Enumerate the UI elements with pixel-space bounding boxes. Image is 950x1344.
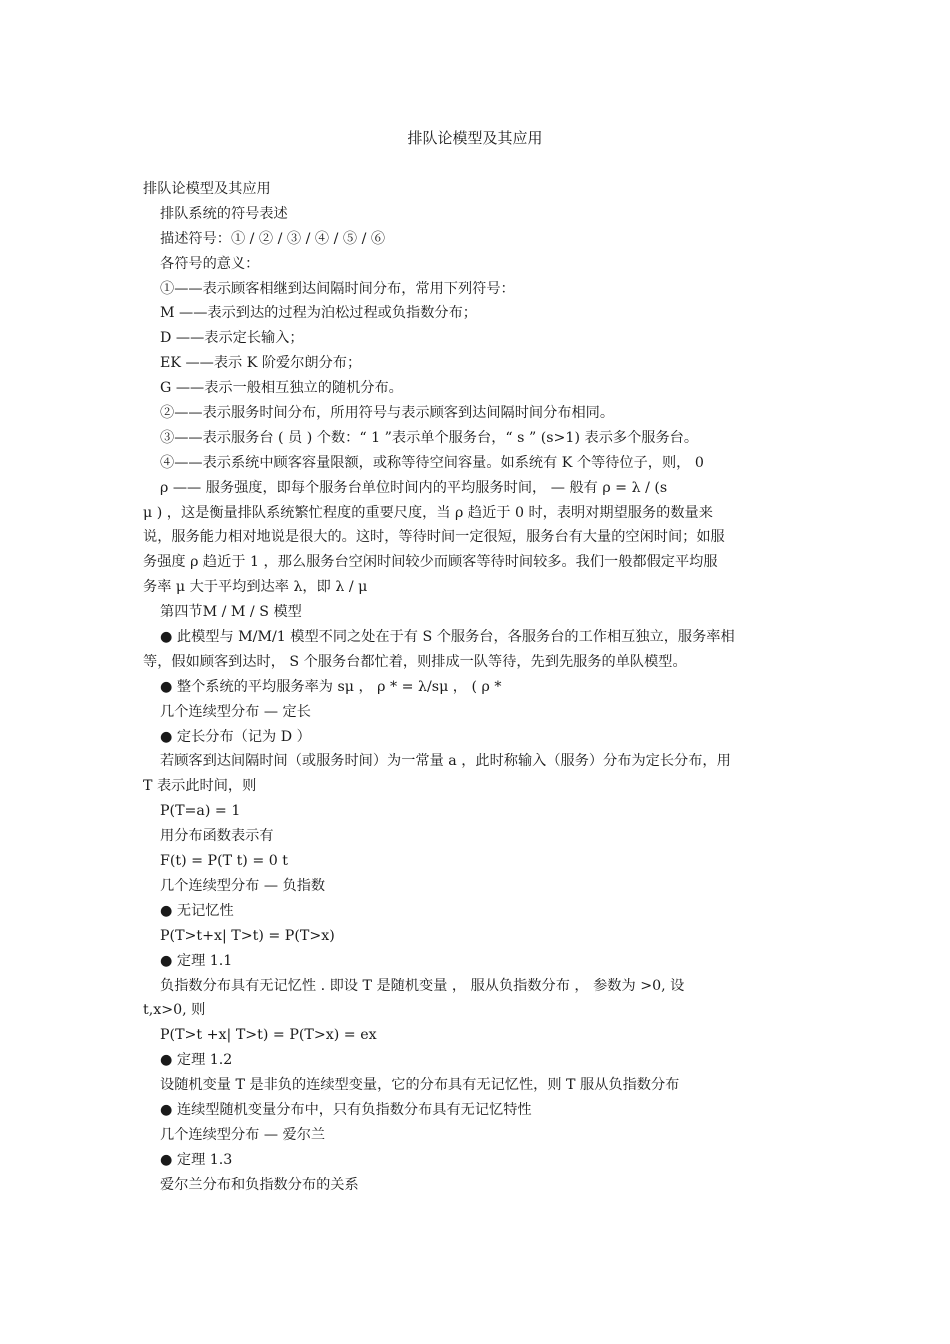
text-line: μ ) ，这是衡量排队系统繁忙程度的重要尺度，当 ρ 趋近于 0 时，表明对期望服务的数量来: [143, 504, 713, 521]
text-line: ● 此模型与 M/M/1 模型不同之处在于有 S 个服务台，各服务台的工作相互独立，服务率相: [160, 629, 735, 646]
text-line: ● 定理 1.2: [160, 1052, 233, 1069]
text-line: ● 定理 1.1: [160, 952, 233, 969]
text-line: 说，服务能力相对地说是很大的。这时，等待时间一定很短，服务台有大量的空闲时间；如服: [143, 529, 725, 546]
text-line: EK ——表示 K 阶爱尔朗分布；: [160, 355, 362, 372]
text-line: G ——表示一般相互独立的随机分布。: [160, 380, 403, 397]
text-line: 描述符号：① / ② / ③ / ④ / ⑤ / ⑥: [160, 230, 386, 247]
text-line: 务率 μ 大于平均到达率 λ，即 λ / μ: [143, 579, 368, 596]
text-line: M ——表示到达的过程为泊松过程或负指数分布；: [160, 305, 477, 322]
text-line: P(T>t+x| T>t) = P(T>x): [160, 927, 335, 944]
text-line: D ——表示定长输入；: [160, 330, 304, 347]
text-line: 负指数分布具有无记忆性 . 即设 T 是随机变量 ， 服从负指数分布 ， 参数为 >0, 设: [160, 977, 685, 994]
text-line: 务强度 ρ 趋近于 1 ，那么服务台空闲时间较少而顾客等待时间较多。我们一般都假定平均服: [143, 554, 718, 571]
text-line: ● 无记忆性: [160, 902, 234, 919]
text-line: 爱尔兰分布和负指数分布的关系: [160, 1176, 359, 1193]
text-line: P(T>t +x| T>t) = P(T>x) = ex: [160, 1027, 377, 1044]
text-line: ④——表示系统中顾客容量限额，或称等待空间容量。如系统有 K 个等待位子，则， 0: [160, 454, 704, 471]
text-line: F(t) = P(T t) = 0 t: [160, 853, 288, 870]
text-line: 用分布函数表示有: [160, 828, 274, 845]
page-title: 排队论模型及其应用: [407, 129, 543, 147]
text-line: ρ —— 服务强度，即每个服务台单位时间内的平均服务时间， — 般有 ρ = λ / (s: [160, 479, 668, 496]
text-line: 几个连续型分布 — 定长: [160, 703, 311, 720]
text-line: P(T=a) = 1: [160, 803, 241, 820]
text-line: 几个连续型分布 — 爱尔兰: [160, 1126, 326, 1143]
text-line: ● 定长分布（记为 D ）: [160, 728, 311, 745]
document-body: [143, 177, 823, 1198]
text-line: 各符号的意义：: [160, 255, 260, 272]
text-line: 几个连续型分布 — 负指数: [160, 877, 326, 894]
text-line: 排队系统的符号表述: [160, 205, 288, 222]
text-line: ● 定理 1.3: [160, 1151, 233, 1168]
text-line: 设随机变量 T 是非负的连续型变量，它的分布具有无记忆性，则 T 服从负指数分布: [160, 1077, 680, 1094]
text-line: ● 整个系统的平均服务率为 sμ ， ρ * = λ/sμ ， ( ρ *: [160, 678, 502, 695]
text-line: T 表示此时间，则: [143, 778, 257, 795]
text-line: 排队论模型及其应用: [143, 181, 271, 197]
text-line: 等，假如顾客到达时， S 个服务台都忙着，则排成一队等待，先到先服务的单队模型。: [143, 653, 687, 670]
text-line: ● 连续型随机变量分布中，只有负指数分布具有无记忆特性: [160, 1101, 532, 1118]
text-line: ②——表示服务时间分布，所用符号与表示顾客到达间隔时间分布相同。: [160, 405, 615, 422]
text-line: ③——表示服务台 ( 员 ) 个数：“ 1 ”表示单个服务台，“ s ” (s>1) 表示多个服务台。: [160, 429, 699, 446]
text-line: t,x>0, 则: [143, 1002, 206, 1019]
text-line: ①——表示顾客相继到达间隔时间分布，常用下列符号：: [160, 280, 515, 297]
text-line: 第四节M / M / S 模型: [160, 604, 302, 621]
text-line: 若顾客到达间隔时间（或服务时间）为一常量 a ，此时称输入（服务）分布为定长分布，用: [160, 753, 731, 770]
